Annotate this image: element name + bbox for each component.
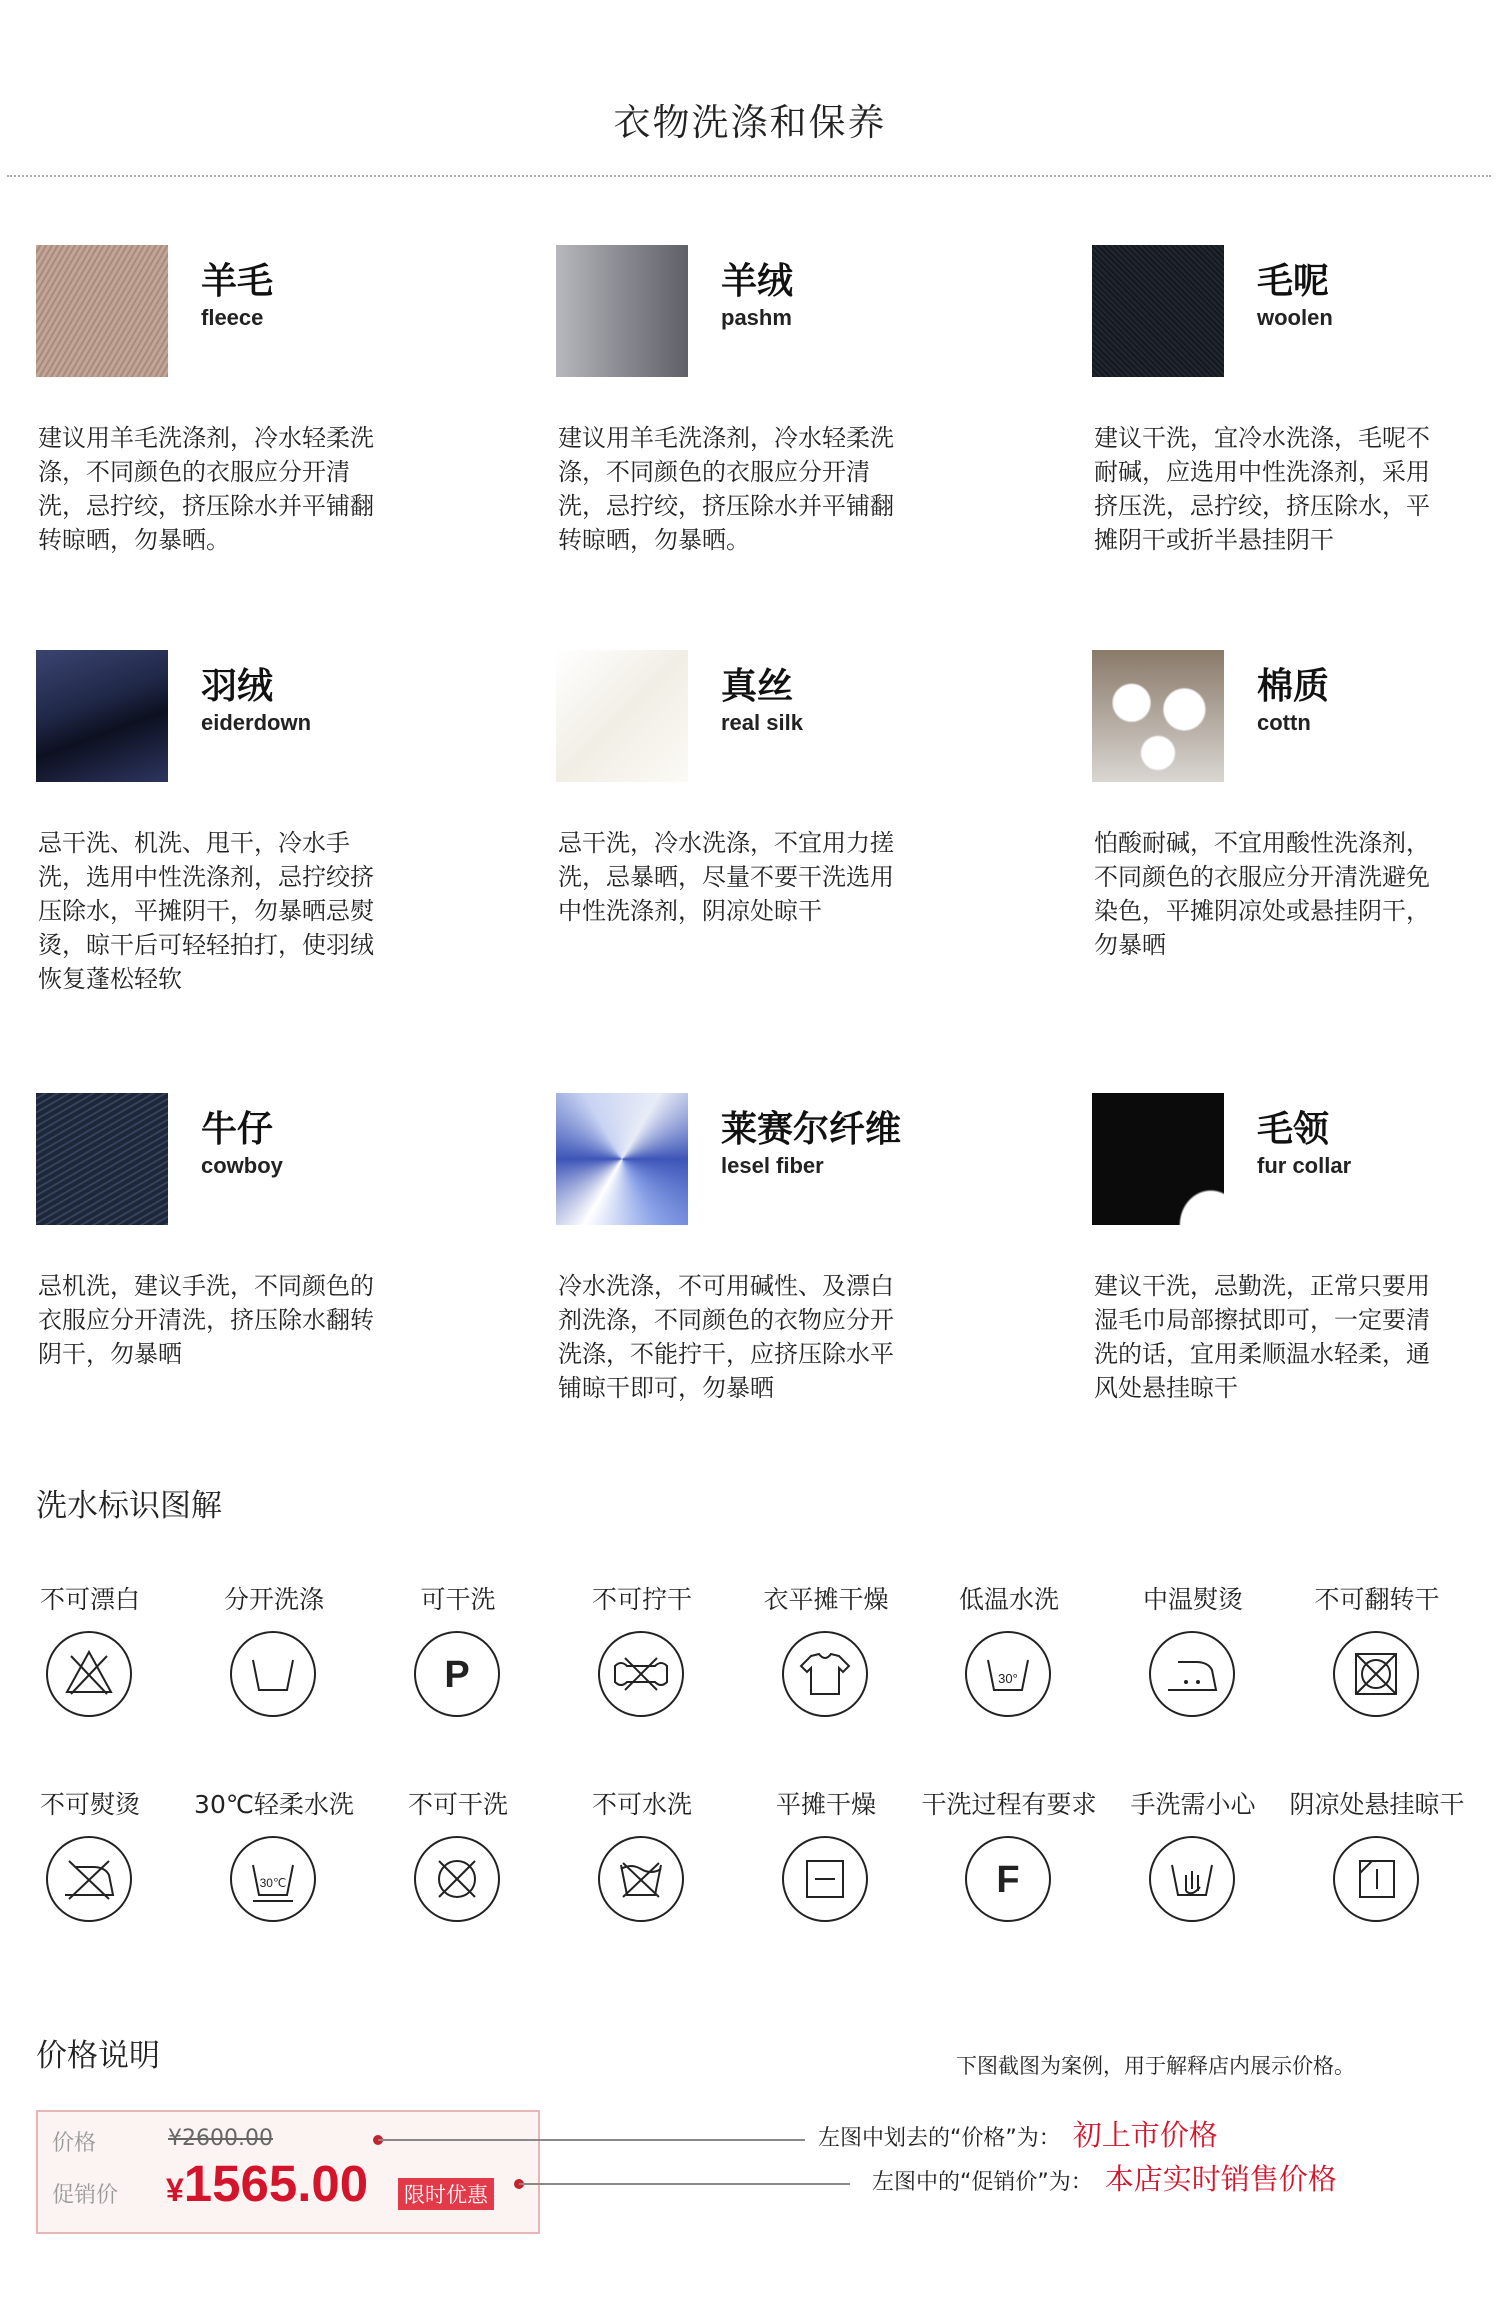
- fabric-english-name: cottn: [1257, 710, 1311, 735]
- fabric-name: 羊绒: [721, 261, 794, 302]
- wash-symbol-label: 不可熨烫: [39, 1790, 140, 1819]
- price-label: 价格: [52, 2131, 97, 2156]
- iron-medium-icon: [1148, 1630, 1236, 1718]
- wash-symbol-label: 阴凉处悬挂晾干: [1289, 1790, 1465, 1819]
- fabric-name: 毛领: [1257, 1109, 1330, 1150]
- wash-tub-icon: [229, 1630, 317, 1718]
- currency-symbol: ¥: [166, 2172, 184, 2208]
- svg-text:30℃: 30℃: [259, 1876, 287, 1890]
- wash-symbol: [1287, 1785, 1467, 1955]
- promo-price-value: 1565.00: [183, 2155, 369, 2212]
- fabric-english-name: eiderdown: [201, 710, 312, 735]
- eiderdown-swatch-image: [36, 650, 168, 782]
- no-dry-clean-icon: [413, 1835, 501, 1923]
- cotton-swatch-image: [1092, 650, 1224, 782]
- fabric-care-text: 忌机洗，建议手洗，不同颜色的衣服应分开清洗，挤压除水翻转阴干，勿暴晒: [38, 1272, 374, 1368]
- wash-symbol: [1287, 1580, 1467, 1750]
- original-price: ¥2600.00: [168, 2126, 273, 2151]
- promo-label: 促销价: [52, 2183, 119, 2208]
- silk-swatch-image: [556, 650, 688, 782]
- fabric-english-name: cowboy: [201, 1153, 283, 1178]
- svg-text:P: P: [444, 1654, 470, 1696]
- wash-symbol-label: 中温熨烫: [1142, 1585, 1243, 1614]
- price-note: 下图截图为案例，用于解释店内展示价格。: [956, 2054, 1355, 2078]
- wash-symbol: [184, 1785, 364, 1955]
- shirt-flat-dry-icon: [781, 1630, 869, 1718]
- wash-symbol-label: 不可拧干: [591, 1585, 692, 1614]
- fabric-care-text: 怕酸耐碱，不宜用酸性洗涤剂，不同颜色的衣服应分开清洗避免染色，平摊阴凉处或悬挂阴干，勿暴晒: [1094, 829, 1430, 959]
- fabric-english-name: fur collar: [1257, 1153, 1352, 1178]
- explain-promo-price: [872, 2157, 1337, 2198]
- woolen-swatch-image: [1092, 245, 1224, 377]
- wash-symbol: [1103, 1580, 1283, 1750]
- gentle-wash-30-icon: [229, 1835, 317, 1923]
- fabric-care-text: 冷水洗涤，不可用碱性、及漂白剂洗涤，不同颜色的衣物应分开洗涤，不能拧干，应挤压除水平铺晾干即可，勿暴晒: [558, 1272, 894, 1402]
- wash-symbol: [736, 1580, 916, 1750]
- no-wring-icon: [597, 1630, 685, 1718]
- shade-dry-icon: [1332, 1835, 1420, 1923]
- explain-value: 初上市价格: [1072, 2118, 1218, 2152]
- fabric-english-name: woolen: [1257, 305, 1333, 330]
- dry-clean-f-icon: [964, 1835, 1052, 1923]
- fabric-care-text: 建议用羊毛洗涤剂，冷水轻柔洗涤，不同颜色的衣服应分开清洗，忌拧绞，挤压除水并平铺翻转晾晒，勿暴晒。: [38, 424, 374, 554]
- lyocell-swatch-image: [556, 1093, 688, 1225]
- wash-symbol-label: 平摊干燥: [775, 1790, 876, 1819]
- svg-text:F: F: [996, 1859, 1020, 1901]
- explain-value: 本店实时销售价格: [1104, 2162, 1337, 2196]
- fabric-name: 毛呢: [1257, 261, 1330, 302]
- dotted-divider: [7, 175, 1491, 177]
- wash-symbol-label: 不可干洗: [407, 1790, 508, 1819]
- flat-dry-icon: [781, 1835, 869, 1923]
- wash-symbol-label: 分开洗涤: [223, 1585, 324, 1614]
- wash-symbols-title: 洗水标识图解: [36, 1488, 222, 1524]
- page-title: 衣物洗涤和保养: [613, 101, 887, 144]
- wash-symbol-label: 不可翻转干: [1314, 1585, 1440, 1614]
- explain-original-price: [818, 2113, 1218, 2154]
- fabric-english-name: pashm: [721, 305, 792, 330]
- wash-symbol-label: 不可水洗: [591, 1790, 692, 1819]
- price-section-title: 价格说明: [36, 2038, 160, 2074]
- fabric-care-text: 忌干洗、机洗、甩干，冷水手洗，选用中性洗涤剂，忌拧绞挤压除水，平摊阴干，勿暴晒忌熨烫，晾干后可轻轻拍打，使羽绒恢复蓬松轻软: [38, 829, 374, 993]
- fabric-care-text: 忌干洗，冷水洗涤，不宜用力搓洗，忌暴晒，尽量不要干洗选用中性洗涤剂，阴凉处晾干: [558, 829, 894, 925]
- no-bleach-icon: [45, 1630, 133, 1718]
- wash-symbol-label: 不可漂白: [39, 1585, 140, 1614]
- pashm-swatch-image: [556, 245, 688, 377]
- fabric-name: 羊毛: [201, 261, 274, 302]
- fabric-care-text: 建议用羊毛洗涤剂，冷水轻柔洗涤，不同颜色的衣服应分开清洗，忌拧绞，挤压除水并平铺翻转晾晒，勿暴晒。: [558, 424, 894, 554]
- wash-symbol: [552, 1580, 732, 1750]
- wash-symbol-label: 低温水洗: [958, 1585, 1059, 1614]
- fabric-name: 莱赛尔纤维: [721, 1109, 902, 1150]
- no-tumble-dry-icon: [1332, 1630, 1420, 1718]
- wash-symbol: [368, 1785, 548, 1955]
- wash-symbol-label: 可干洗: [420, 1585, 496, 1614]
- fleece-swatch-image: [36, 245, 168, 377]
- wash-symbol: [0, 1785, 180, 1955]
- fabric-name: 羽绒: [201, 666, 274, 707]
- fabric-care-text: 建议干洗，忌勤洗，正常只要用湿毛巾局部擦拭即可，一定要清洗的话，宜用柔顺温水轻柔，通风处悬挂晾干: [1094, 1272, 1430, 1402]
- wash-30-icon: [964, 1630, 1052, 1718]
- hand-wash-icon: [1148, 1835, 1236, 1923]
- fabric-english-name: lesel fiber: [721, 1153, 824, 1178]
- fabric-name: 棉质: [1257, 666, 1330, 707]
- wash-symbol: [552, 1785, 732, 1955]
- wash-symbol: [1103, 1785, 1283, 1955]
- fabric-care-text: 建议干洗，宜冷水洗涤，毛呢不耐碱，应选用中性洗涤剂，采用挤压洗，忌拧绞，挤压除水，平摊阴干或折半悬挂阴干: [1094, 424, 1430, 554]
- wash-symbol: [368, 1580, 548, 1750]
- wash-symbol-label: 30℃轻柔水洗: [194, 1790, 354, 1819]
- fabric-name: 牛仔: [201, 1109, 274, 1150]
- no-iron-icon: [45, 1835, 133, 1923]
- fabric-name: 真丝: [721, 666, 794, 707]
- wash-symbol: [736, 1785, 916, 1955]
- explain-prefix: 左图中的“促销价”为：: [872, 2170, 1093, 2195]
- fabric-english-name: fleece: [201, 305, 264, 330]
- svg-text:30°: 30°: [998, 1671, 1018, 1686]
- wash-symbol: [0, 1580, 180, 1750]
- no-wash-icon: [597, 1835, 685, 1923]
- wash-symbol-label: 衣平摊干燥: [763, 1585, 889, 1614]
- wash-symbol: [184, 1580, 364, 1750]
- explain-prefix: 左图中划去的“价格”为：: [818, 2126, 1061, 2151]
- fabric-english-name: real silk: [721, 710, 803, 735]
- denim-swatch-image: [36, 1093, 168, 1225]
- wash-symbol: [919, 1580, 1099, 1750]
- dry-clean-p-icon: [413, 1630, 501, 1718]
- wash-symbol: [919, 1785, 1099, 1955]
- wash-symbol-label: 手洗需小心: [1130, 1790, 1256, 1819]
- wash-symbol-label: 干洗过程有要求: [921, 1790, 1097, 1819]
- fur-swatch-image: [1092, 1093, 1224, 1225]
- limited-offer-badge: 限时优惠: [398, 2178, 494, 2210]
